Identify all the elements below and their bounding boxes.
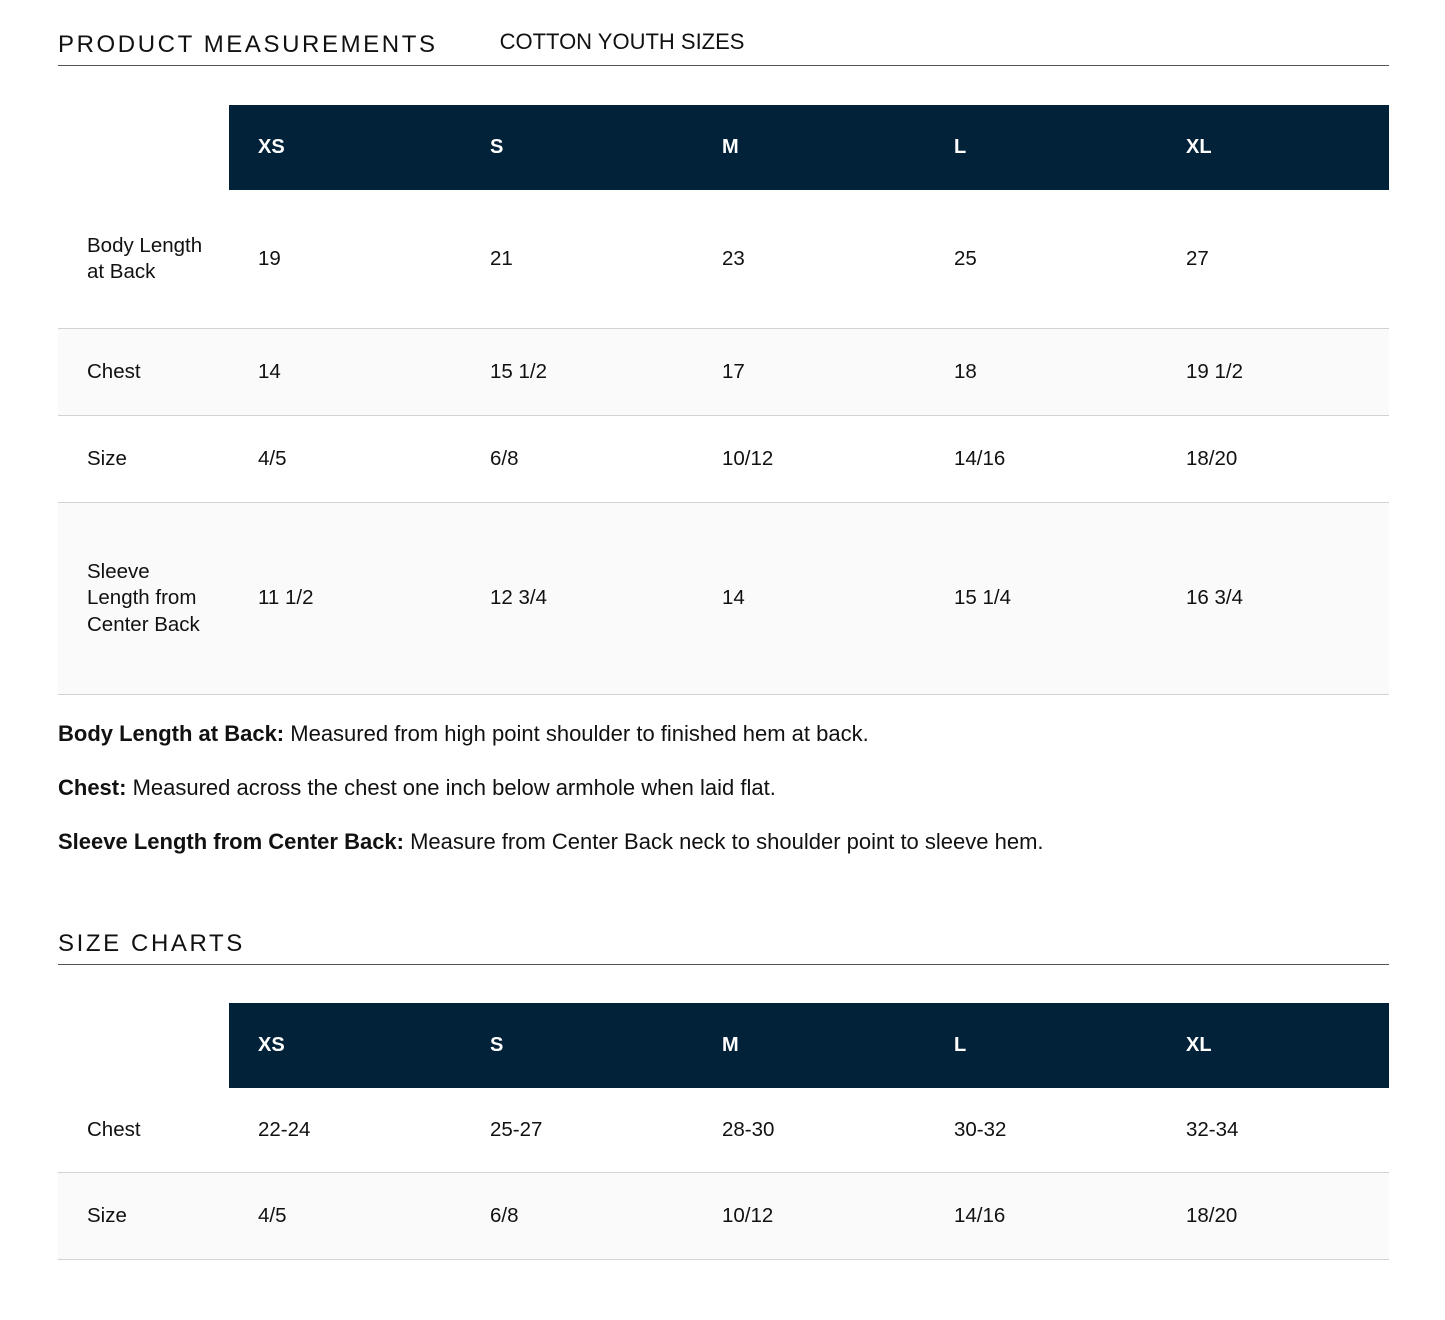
size-header-xs: XS [229,105,461,190]
note-term: Sleeve Length from Center Back: [58,829,404,854]
table-cell: 14 [229,329,461,416]
table-cell: 30-32 [925,1088,1157,1173]
table-row [58,1173,1389,1260]
note-sleeve-length [58,828,1389,855]
table-cell: 17 [693,329,925,416]
table-cell: 18 [925,329,1157,416]
table-cell: 12 3/4 [461,503,693,695]
table-cell: 32-34 [1157,1088,1389,1173]
table-cell: 14 [693,503,925,695]
row-label: Size [58,1173,229,1260]
table-header-row [58,105,1389,190]
size-header-m: M [693,105,925,190]
measurement-notes [58,720,1389,882]
note-term: Chest: [58,775,127,800]
row-label: Chest [58,329,229,416]
table-cell: 18/20 [1157,416,1389,503]
product-measurements-header [58,29,1389,66]
table-cell: 19 1/2 [1157,329,1389,416]
measurements-table [58,105,1389,695]
table-row [58,1088,1389,1173]
table-cell: 23 [693,190,925,329]
table-cell: 15 1/2 [461,329,693,416]
table-row [58,329,1389,416]
section-title: SIZE CHARTS [58,930,245,957]
size-header-l: L [925,1003,1157,1088]
note-body-length [58,720,1389,747]
table-cell: 28-30 [693,1088,925,1173]
table-cell: 25-27 [461,1088,693,1173]
table-cell: 4/5 [229,1173,461,1260]
table-cell: 6/8 [461,416,693,503]
note-chest [58,774,1389,801]
header-blank-cell [58,1003,229,1088]
size-header-l: L [925,105,1157,190]
table-cell: 14/16 [925,1173,1157,1260]
note-text: Measured from high point shoulder to finished hem at back. [284,721,869,746]
table-cell: 4/5 [229,416,461,503]
table-cell: 10/12 [693,1173,925,1260]
table-row [58,416,1389,503]
table-cell: 21 [461,190,693,329]
table-cell: 25 [925,190,1157,329]
section-title: PRODUCT MEASUREMENTS [58,31,438,58]
table-cell: 16 3/4 [1157,503,1389,695]
size-header-xl: XL [1157,105,1389,190]
header-blank-cell [58,105,229,190]
size-header-s: S [461,105,693,190]
table-cell: 14/16 [925,416,1157,503]
size-header-m: M [693,1003,925,1088]
row-label: Chest [58,1088,229,1173]
table-cell: 6/8 [461,1173,693,1260]
table-cell: 18/20 [1157,1173,1389,1260]
row-label: Sleeve Length from Center Back [58,503,229,695]
size-header-xs: XS [229,1003,461,1088]
size-charts-header [58,932,1389,965]
note-term: Body Length at Back: [58,721,285,746]
table-row [58,190,1389,329]
note-text: Measured across the chest one inch below armhole when laid flat. [126,775,776,800]
size-header-s: S [461,1003,693,1088]
table-cell: 10/12 [693,416,925,503]
table-header-row [58,1003,1389,1088]
section-subtitle: COTTON YOUTH SIZES [499,29,745,54]
table-cell: 15 1/4 [925,503,1157,695]
size-charts-table [58,1003,1389,1260]
row-label: Body Length at Back [58,190,229,329]
table-cell: 11 1/2 [229,503,461,695]
note-text: Measure from Center Back neck to shoulder point to sleeve hem. [403,829,1044,854]
table-cell: 22-24 [229,1088,461,1173]
table-row [58,503,1389,695]
size-header-xl: XL [1157,1003,1389,1088]
row-label: Size [58,416,229,503]
table-cell: 27 [1157,190,1389,329]
table-cell: 19 [229,190,461,329]
